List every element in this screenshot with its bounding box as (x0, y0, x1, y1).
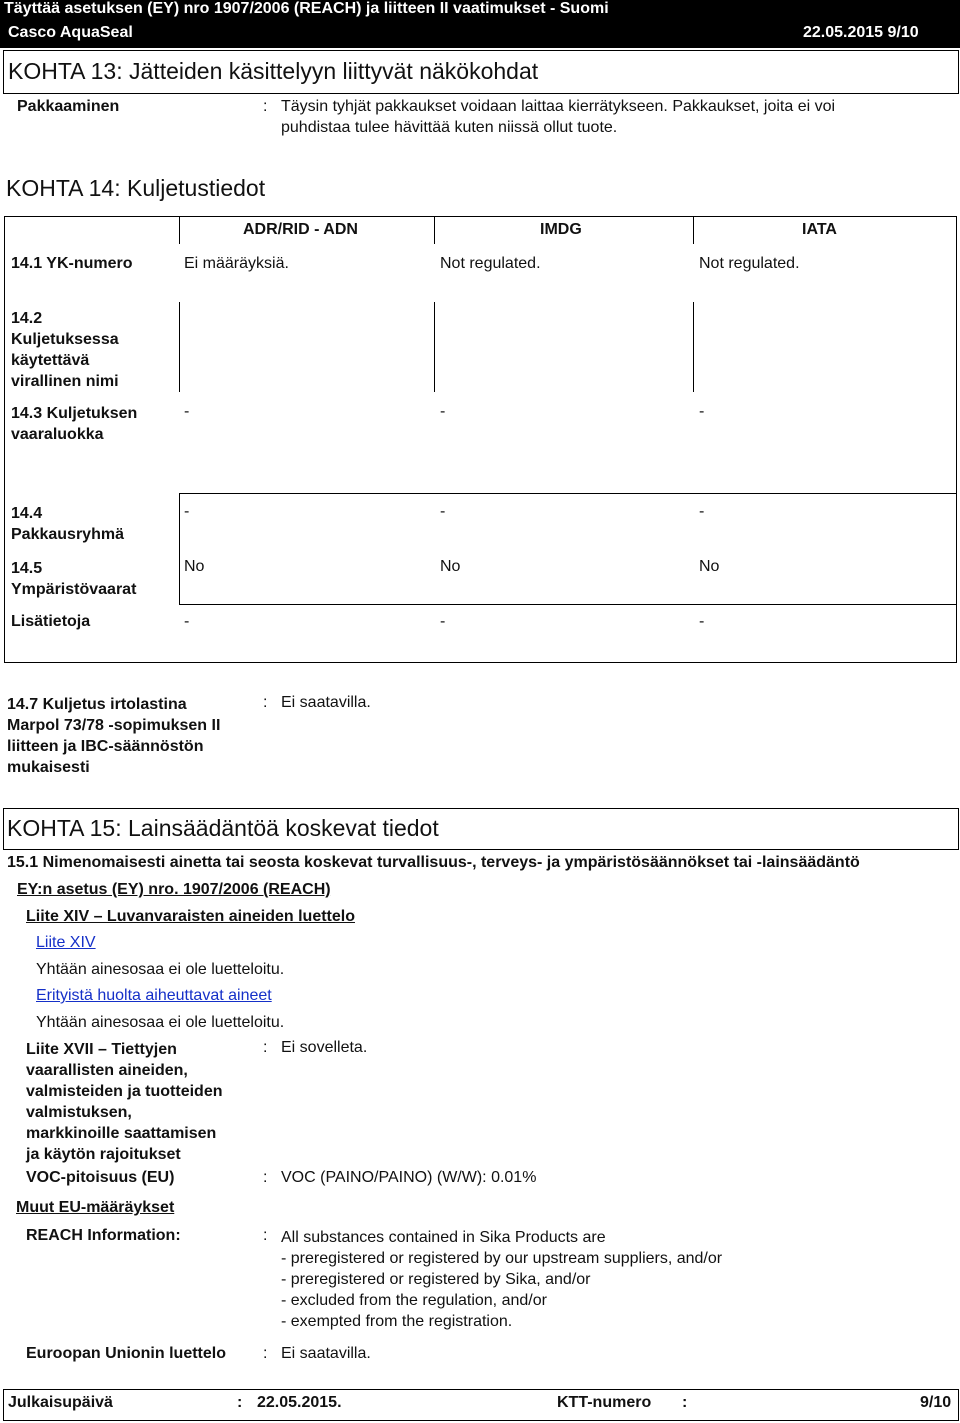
un-number-imdg: Not regulated. (440, 255, 541, 272)
reach-info-line: - excluded from the regulation, and/or (281, 1292, 547, 1309)
hazard-class-adr: - (184, 403, 190, 420)
product-name: Casco AquaSeal (8, 24, 133, 41)
extra-info-label: Lisätietoja (11, 613, 91, 630)
packing-group-label (11, 503, 124, 545)
bulk-transport-label (7, 694, 220, 778)
svhc-link[interactable]: Erityistä huolta aiheuttavat aineet (36, 987, 272, 1004)
annex-14-text: Yhtään ainesosaa ei ole luetteloitu. (36, 961, 285, 978)
packing-group-imdg: - (440, 503, 446, 520)
eu-inventory-colon: : (263, 1345, 268, 1362)
annex-17-label (26, 1039, 222, 1165)
label-line: markkinoille saattamisen (26, 1125, 217, 1142)
footer (3, 1389, 959, 1421)
un-number-label: 14.1 YK-numero (11, 255, 133, 272)
section-15-title-box (3, 808, 959, 850)
reach-info-line: - preregistered or registered by Sika, and/or (281, 1271, 591, 1288)
table-border-right (956, 216, 957, 663)
svhc-text: Yhtään ainesosaa ei ole luetteloitu. (36, 1014, 285, 1031)
extra-info-adr: - (184, 613, 190, 630)
col-sep (693, 302, 694, 392)
label-line: liitteen ja IBC-säännöstön (7, 738, 204, 755)
voc-label: VOC-pitoisuus (EU) (26, 1169, 175, 1186)
packing-group-iata: - (699, 503, 705, 520)
reach-info-colon: : (263, 1227, 268, 1244)
label-line: Kuljetuksessa (11, 331, 119, 348)
label-line: käytettävä (11, 352, 90, 369)
extra-info-iata: - (699, 613, 705, 630)
label-line: Marpol 73/78 -sopimuksen II (7, 717, 221, 734)
other-eu-heading: Muut EU-määräykset (16, 1199, 175, 1216)
hazard-class-label (11, 403, 137, 445)
label-line: valmisteiden ja tuotteiden (26, 1083, 223, 1100)
un-number-iata: Not regulated. (699, 255, 800, 272)
reach-info-text (281, 1227, 722, 1332)
env-hazards-label (11, 558, 136, 600)
row-sep (179, 604, 957, 605)
shipping-name-label (11, 308, 119, 392)
eu-inventory-value: Ei saatavilla. (281, 1345, 371, 1362)
label-line: virallinen nimi (11, 373, 119, 390)
label-line: 14.2 (11, 310, 43, 327)
env-hazards-iata: No (699, 558, 720, 575)
label-line: Pakkausryhmä (11, 526, 124, 543)
reach-info-line: - preregistered or registered by our upstream suppliers, and/or (281, 1250, 723, 1267)
label-line: vaarallisten aineiden, (26, 1062, 188, 1079)
env-hazards-imdg: No (440, 558, 461, 575)
label-line: 14.4 (11, 505, 43, 522)
section-13-title: KOHTA 13: Jätteiden käsittelyyn liittyvät näkökohdat (8, 58, 539, 84)
regulation-title: Täyttää asetuksen (EY) nro 1907/2006 (REACH) ja liitteen II vaatimukset - Suomi (4, 0, 609, 17)
annex-17-value: Ei sovelleta. (281, 1039, 368, 1056)
label-line: ja käytön rajoitukset (26, 1146, 181, 1163)
reach-info-line: - exempted from the registration. (281, 1313, 513, 1330)
label-line: mukaisesti (7, 759, 90, 776)
annex-14-link[interactable]: Liite XIV (36, 934, 96, 951)
issue-date-label: Julkaisupäivä (8, 1394, 113, 1411)
ktt-number-label: KTT-numero (557, 1394, 652, 1411)
col-header-iata: IATA (802, 221, 837, 238)
packaging-colon: : (263, 98, 268, 115)
reach-info-label: REACH Information: (26, 1227, 181, 1244)
label-line: Ympäristövaarat (11, 581, 137, 598)
extra-info-imdg: - (440, 613, 446, 630)
label-line: valmistuksen, (26, 1104, 132, 1121)
section-14-title: KOHTA 14: Kuljetustiedot (6, 175, 266, 201)
label-line: 14.3 Kuljetuksen (11, 405, 138, 422)
reach-info-line: All substances contained in Sika Products are (281, 1229, 606, 1246)
voc-colon: : (263, 1169, 268, 1186)
hazard-class-iata: - (699, 403, 705, 420)
bulk-colon: : (263, 694, 268, 711)
col-sep (179, 493, 180, 605)
page-number: 9/10 (920, 1394, 952, 1411)
issue-date-colon: : (237, 1394, 243, 1411)
date-page: 22.05.2015 9/10 (803, 24, 919, 41)
section-13-title-box (3, 50, 959, 94)
eu-inventory-label: Euroopan Unionin luettelo (26, 1345, 226, 1362)
col-sep (693, 216, 694, 244)
table-border-bottom (4, 662, 957, 663)
hazard-class-imdg: - (440, 403, 446, 420)
packing-group-adr: - (184, 503, 190, 520)
packaging-label: Pakkaaminen (17, 98, 120, 115)
label-line: 14.5 (11, 560, 43, 577)
annex-17-colon: : (263, 1039, 268, 1056)
document-header (0, 0, 960, 48)
table-border-top (4, 216, 957, 217)
label-line: Liite XVII – Tiettyjen (26, 1041, 177, 1058)
label-line: vaaraluokka (11, 426, 104, 443)
issue-date: 22.05.2015. (257, 1394, 342, 1411)
un-number-adr: Ei määräyksiä. (184, 255, 289, 272)
label-line: 14.7 Kuljetus irtolastina (7, 696, 187, 713)
col-sep (434, 216, 435, 244)
section-15-1-heading: 15.1 Nimenomaisesti ainetta tai seosta koskevat turvallisuus-, terveys- ja ympäristösäännökset tai -lainsäädäntö (7, 854, 860, 871)
voc-value: VOC (PAINO/PAINO) (W/W): 0.01% (281, 1169, 537, 1186)
row-sep (179, 493, 957, 494)
col-header-adr: ADR/RID - ADN (243, 221, 358, 238)
reach-regulation-heading: EY:n asetus (EY) nro. 1907/2006 (REACH) (17, 881, 331, 898)
col-sep (434, 302, 435, 392)
section-15-title: KOHTA 15: Lainsäädäntöä koskevat tiedot (7, 815, 439, 841)
env-hazards-adr: No (184, 558, 205, 575)
packaging-text-2: puhdistaa tulee hävittää kuten niissä ollut tuote. (281, 119, 618, 136)
col-header-imdg: IMDG (540, 221, 582, 238)
bulk-transport-value: Ei saatavilla. (281, 694, 371, 711)
col-sep (179, 216, 180, 244)
ktt-number-colon: : (682, 1394, 688, 1411)
col-sep (179, 302, 180, 392)
annex-14-heading: Liite XIV – Luvanvaraisten aineiden luettelo (26, 908, 355, 925)
table-border-left (4, 216, 5, 663)
packaging-text-1: Täysin tyhjät pakkaukset voidaan laittaa kierrätykseen. Pakkaukset, joita ei voi (281, 98, 836, 115)
